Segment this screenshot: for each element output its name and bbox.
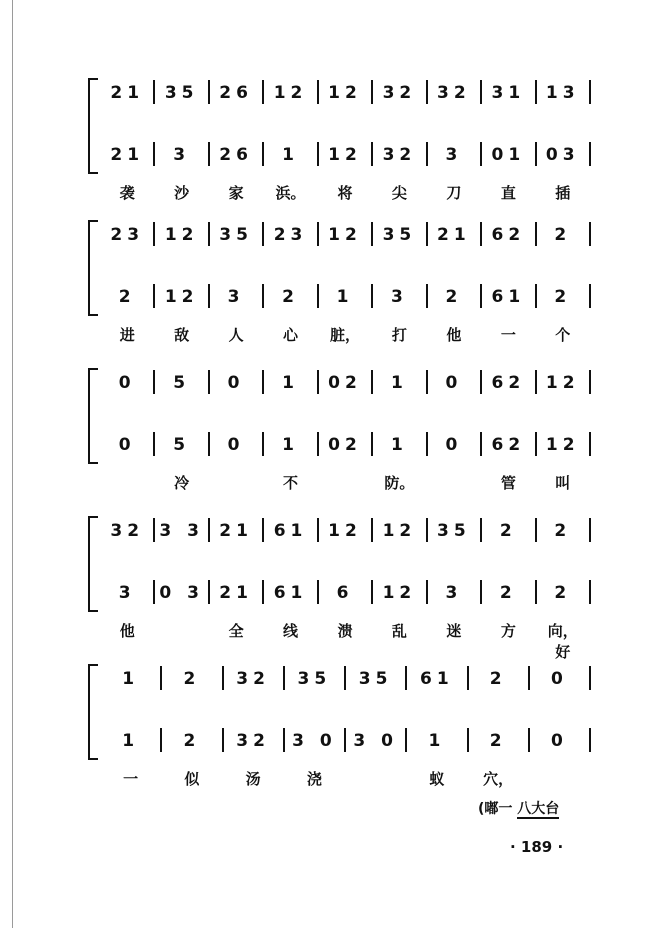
measure-notes: 2 [489,669,507,689]
footer-note-open: (嘟一 [478,801,513,817]
upper-staff-line [100,368,590,398]
measure-notes: 32 [382,145,417,165]
lower-staff-line [100,140,590,170]
footer-note [478,798,559,818]
measure-notes: 35 [382,225,417,245]
barline [589,666,591,690]
lyric-syllable: 人 [228,326,244,344]
barline [589,432,591,456]
lyric-syllable: 将 [337,184,353,202]
measure-notes: 2 [499,583,517,603]
measure-notes: 61 [420,669,454,689]
measure-notes: 13 [545,83,580,103]
lyric-syllable: 不 [283,474,299,492]
measure-notes: 3 [391,287,408,307]
measure-notes: 32 [236,731,270,751]
measure-notes: 3 3 [159,521,204,541]
lyric-syllable: 浜。 [275,184,306,202]
measure-notes: 2 [445,287,463,307]
measure-notes: 35 [297,669,332,689]
measure-notes: 2 [499,521,517,541]
measure-notes: 12 [382,583,417,603]
lyric-syllable: 防。 [384,474,415,492]
measure-notes: 2 [183,669,201,689]
lyric-syllable: 他 [446,326,462,344]
measure-notes: 0 [445,373,463,393]
measure-notes: 21 [110,83,145,103]
measure-notes: 2 [554,583,572,603]
measure-notes: 1 [282,435,299,455]
measure-notes: 35 [358,669,393,689]
system-bracket [88,368,98,464]
lyric-syllable: 进 [119,326,135,344]
measure-notes: 3 0 [292,731,337,751]
measure-notes: 1 [122,731,140,751]
measure-notes: 0 [118,435,136,455]
lyrics-line [100,324,590,348]
measure-notes: 12 [545,435,580,455]
lower-staff-line [100,726,590,756]
measure-notes: 0 [445,435,463,455]
measure-notes: 1 [391,373,408,393]
lyric-syllable: 一 [500,326,516,344]
lyric-syllable: 乱 [391,622,407,640]
measure-notes: 2 [489,731,507,751]
lyric-syllable: 叫 [555,474,571,492]
measure-notes: 26 [219,145,253,165]
upper-staff-line [100,664,590,694]
measure-notes: 62 [491,373,526,393]
measure-notes: 12 [164,287,199,307]
measure-notes: 3 [118,583,136,603]
measure-notes: 35 [219,225,253,245]
measure-notes: 0 3 [159,583,204,603]
lyric-syllable: 管 [500,474,516,492]
measure-notes: 23 [110,225,145,245]
barline [589,80,591,104]
lyric-syllable: 插 [555,184,571,202]
measure-notes: 02 [328,435,362,455]
lyric-syllable: 脏， [329,326,360,344]
lyric-syllable: 袭 [119,184,135,202]
page-number: · 189 · [510,838,564,856]
measure-notes: 03 [545,145,580,165]
measure-notes: 3 [445,583,463,603]
measure-notes: 61 [491,287,526,307]
page-edge [12,0,13,928]
lyric-syllable: 向，好 [547,622,578,661]
lower-staff-line [100,430,590,460]
lyric-syllable: 溃 [337,622,353,640]
measure-notes: 12 [328,225,362,245]
measure-notes: 62 [491,225,526,245]
measure-notes: 35 [437,521,471,541]
measure-notes: 12 [328,145,362,165]
measure-notes: 2 [282,287,299,307]
barline [589,142,591,166]
measure-notes: 61 [273,583,308,603]
lyric-syllable: 全 [228,622,244,640]
barline [589,370,591,394]
measure-notes: 12 [273,83,308,103]
measure-notes: 0 [550,731,568,751]
measure-notes: 1 [428,731,446,751]
measure-notes: 26 [219,83,253,103]
barline [589,580,591,604]
lyrics-line [100,472,590,496]
lyric-syllable: 浇 [306,770,322,788]
measure-notes: 62 [491,435,526,455]
measure-notes: 2 [183,731,201,751]
measure-notes: 12 [382,521,417,541]
lyric-syllable: 似 [184,770,200,788]
lyric-syllable: 汤 [245,770,261,788]
lyric-syllable: 个 [555,326,571,344]
measure-notes: 21 [110,145,145,165]
measure-notes: 0 [118,373,136,393]
footer-note-text: 八大台 [517,801,560,817]
measure-notes: 0 [550,669,568,689]
lyric-syllable: 敌 [174,326,190,344]
measure-notes: 02 [328,373,362,393]
lyrics-line [100,768,590,792]
measure-notes: 21 [219,583,253,603]
measure-notes: 3 0 [353,731,398,751]
lyric-syllable: 家 [228,184,244,202]
lyric-syllable: 直 [500,184,516,202]
measure-notes: 32 [236,669,270,689]
lyrics-line [100,182,590,206]
upper-staff-line [100,516,590,546]
measure-notes: 35 [164,83,199,103]
lower-staff-line [100,578,590,608]
lyric-syllable: 方 [500,622,516,640]
measure-notes: 12 [164,225,199,245]
measure-notes: 1 [282,145,299,165]
measure-notes: 5 [173,435,191,455]
measure-notes: 2 [554,225,572,245]
barline [589,518,591,542]
lyric-syllable: 穴， [483,770,514,788]
lower-staff-line [100,282,590,312]
lyric-syllable: 一 [123,770,139,788]
upper-staff-line [100,220,590,250]
measure-notes: 1 [391,435,408,455]
measure-notes: 1 [282,373,299,393]
measure-notes: 0 [227,435,245,455]
system-bracket [88,664,98,760]
measure-notes: 32 [110,521,145,541]
measure-notes: 32 [437,83,471,103]
measure-notes: 6 [336,583,354,603]
lyric-syllable: 迷 [446,622,462,640]
measure-notes: 21 [219,521,253,541]
measure-notes: 5 [173,373,191,393]
measure-notes: 3 [227,287,245,307]
measure-notes: 2 [118,287,136,307]
measure-notes: 12 [328,83,362,103]
lyrics-line [100,620,590,661]
measure-notes: 2 [554,521,572,541]
measure-notes: 12 [328,521,362,541]
measure-notes: 2 [554,287,572,307]
lyric-syllable: 线 [283,622,299,640]
lyric-syllable: 打 [391,326,407,344]
lyric-syllable: 刀 [446,184,462,202]
measure-notes: 61 [273,521,308,541]
lyric-syllable: 尖 [391,184,407,202]
measure-notes: 31 [491,83,526,103]
measure-notes: 0 [227,373,245,393]
measure-notes: 3 [173,145,191,165]
measure-notes: 01 [491,145,526,165]
upper-staff-line [100,78,590,108]
lyric-syllable: 沙 [174,184,190,202]
measure-notes: 23 [273,225,308,245]
system-bracket [88,516,98,612]
measure-notes: 32 [382,83,417,103]
lyric-syllable: 蚁 [429,770,445,788]
system-bracket [88,78,98,174]
lyric-syllable: 心 [283,326,299,344]
measure-notes: 3 [445,145,463,165]
barline [589,728,591,752]
measure-notes: 21 [437,225,471,245]
barline [589,284,591,308]
barline [589,222,591,246]
system-bracket [88,220,98,316]
measure-notes: 12 [545,373,580,393]
lyric-syllable: 冷 [174,474,190,492]
measure-notes: 1 [122,669,140,689]
lyric-syllable: 他 [119,622,135,640]
measure-notes: 1 [336,287,354,307]
